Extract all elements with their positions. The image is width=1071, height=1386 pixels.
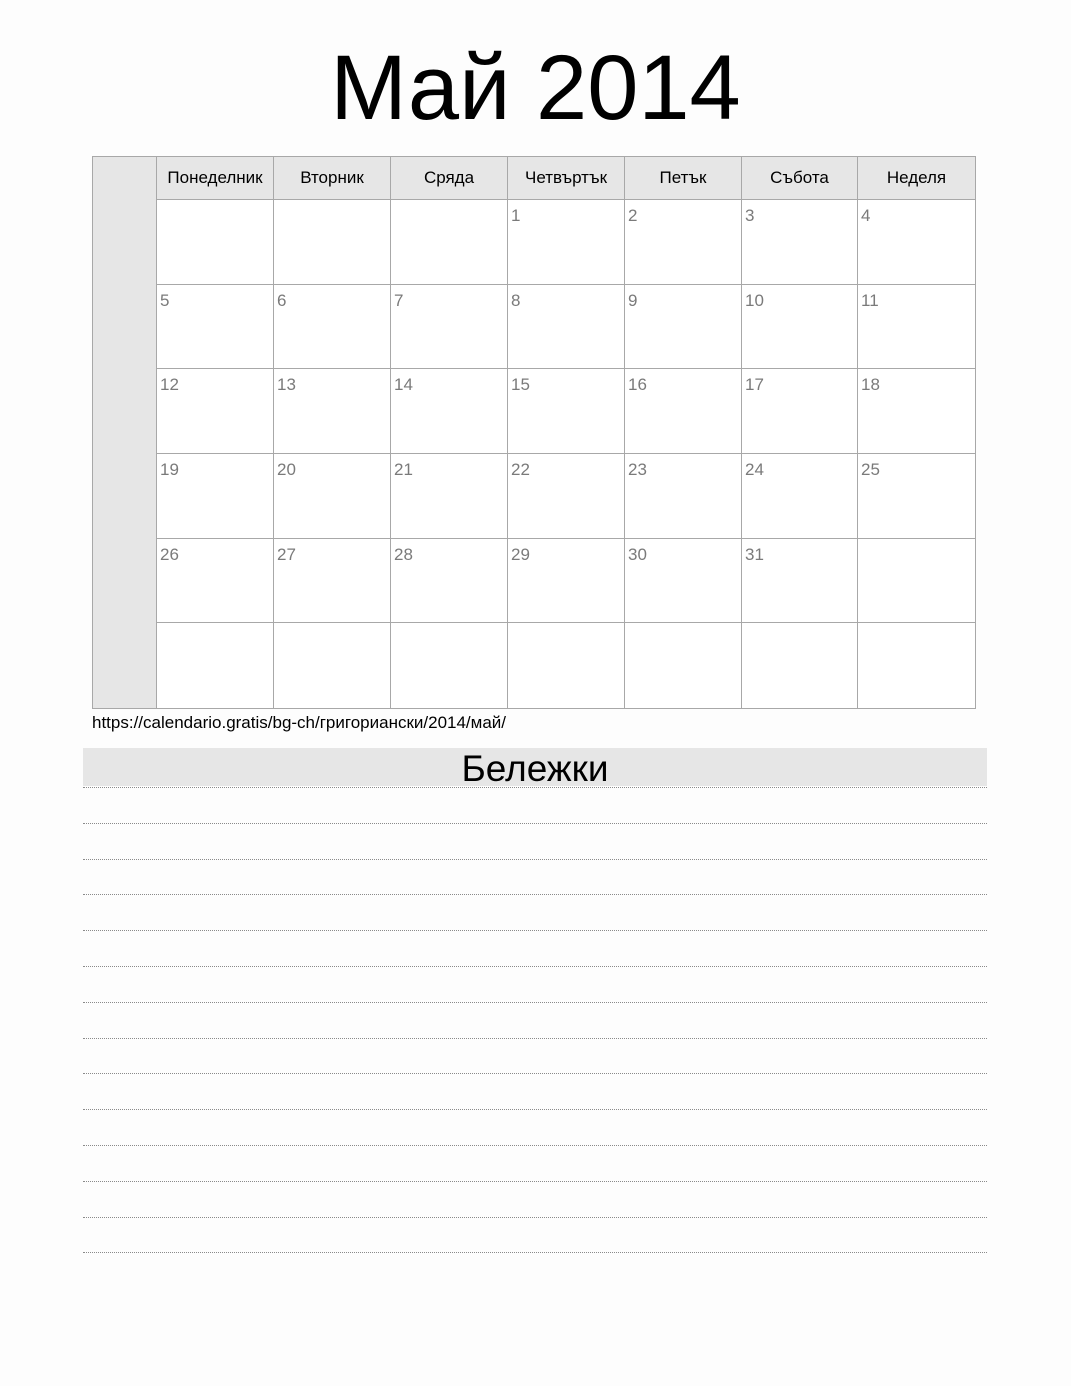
day-cell: 19 [157,454,274,539]
note-line [83,823,987,824]
day-cell: 1 [508,200,625,285]
day-cell: 16 [625,369,742,454]
day-cell: 21 [391,454,508,539]
calendar-grid [92,156,976,709]
day-cell: 6 [274,285,391,370]
day-cell: 14 [391,369,508,454]
day-cell: 8 [508,285,625,370]
day-cell: 4 [858,200,975,285]
day-cell: 9 [625,285,742,370]
day-cell: 29 [508,539,625,624]
day-cell: 13 [274,369,391,454]
day-cell: 24 [742,454,858,539]
day-cell: 25 [858,454,975,539]
day-cell: 22 [508,454,625,539]
day-cell: 15 [508,369,625,454]
day-cell: 2 [625,200,742,285]
note-line [83,1109,987,1110]
note-line [83,1252,987,1253]
day-cell: 20 [274,454,391,539]
weekday-header-sun: Неделя [858,157,975,200]
day-cell: 28 [391,539,508,624]
day-cell: 5 [157,285,274,370]
day-cell [858,623,975,708]
note-line [83,1038,987,1039]
day-cell [391,200,508,285]
note-line [83,930,987,931]
weekday-header-fri: Петък [625,157,742,200]
note-line [83,966,987,967]
day-cell [157,623,274,708]
note-line [83,1181,987,1182]
note-line [83,1145,987,1146]
day-cell [625,623,742,708]
note-line [83,1217,987,1218]
note-line [83,859,987,860]
day-cell: 12 [157,369,274,454]
day-cell [274,200,391,285]
day-cell [858,539,975,624]
notes-title: Бележки [83,748,987,786]
day-cell [391,623,508,708]
day-cell [742,623,858,708]
day-cell: 7 [391,285,508,370]
day-cell [157,200,274,285]
weekday-header-wed: Сряда [391,157,508,200]
day-cell: 23 [625,454,742,539]
weekday-header-thu: Четвъртък [508,157,625,200]
week-number-column [93,157,157,708]
day-cell [274,623,391,708]
source-url[interactable]: https://calendario.gratis/bg-ch/григориански/2014/май/ [92,713,507,732]
note-line [83,1002,987,1003]
day-cell: 10 [742,285,858,370]
day-cell: 30 [625,539,742,624]
weekday-header-mon: Понеделник [157,157,274,200]
calendar-table [157,157,975,708]
day-cell: 11 [858,285,975,370]
day-cell: 31 [742,539,858,624]
note-line [83,1073,987,1074]
day-cell [508,623,625,708]
note-line [83,787,987,788]
day-cell: 26 [157,539,274,624]
day-cell: 18 [858,369,975,454]
weekday-header-tue: Вторник [274,157,391,200]
day-cell: 27 [274,539,391,624]
weekday-header-sat: Събота [742,157,858,200]
day-cell: 3 [742,200,858,285]
day-cell: 17 [742,369,858,454]
note-line [83,894,987,895]
page-title: Май 2014 [330,37,741,139]
